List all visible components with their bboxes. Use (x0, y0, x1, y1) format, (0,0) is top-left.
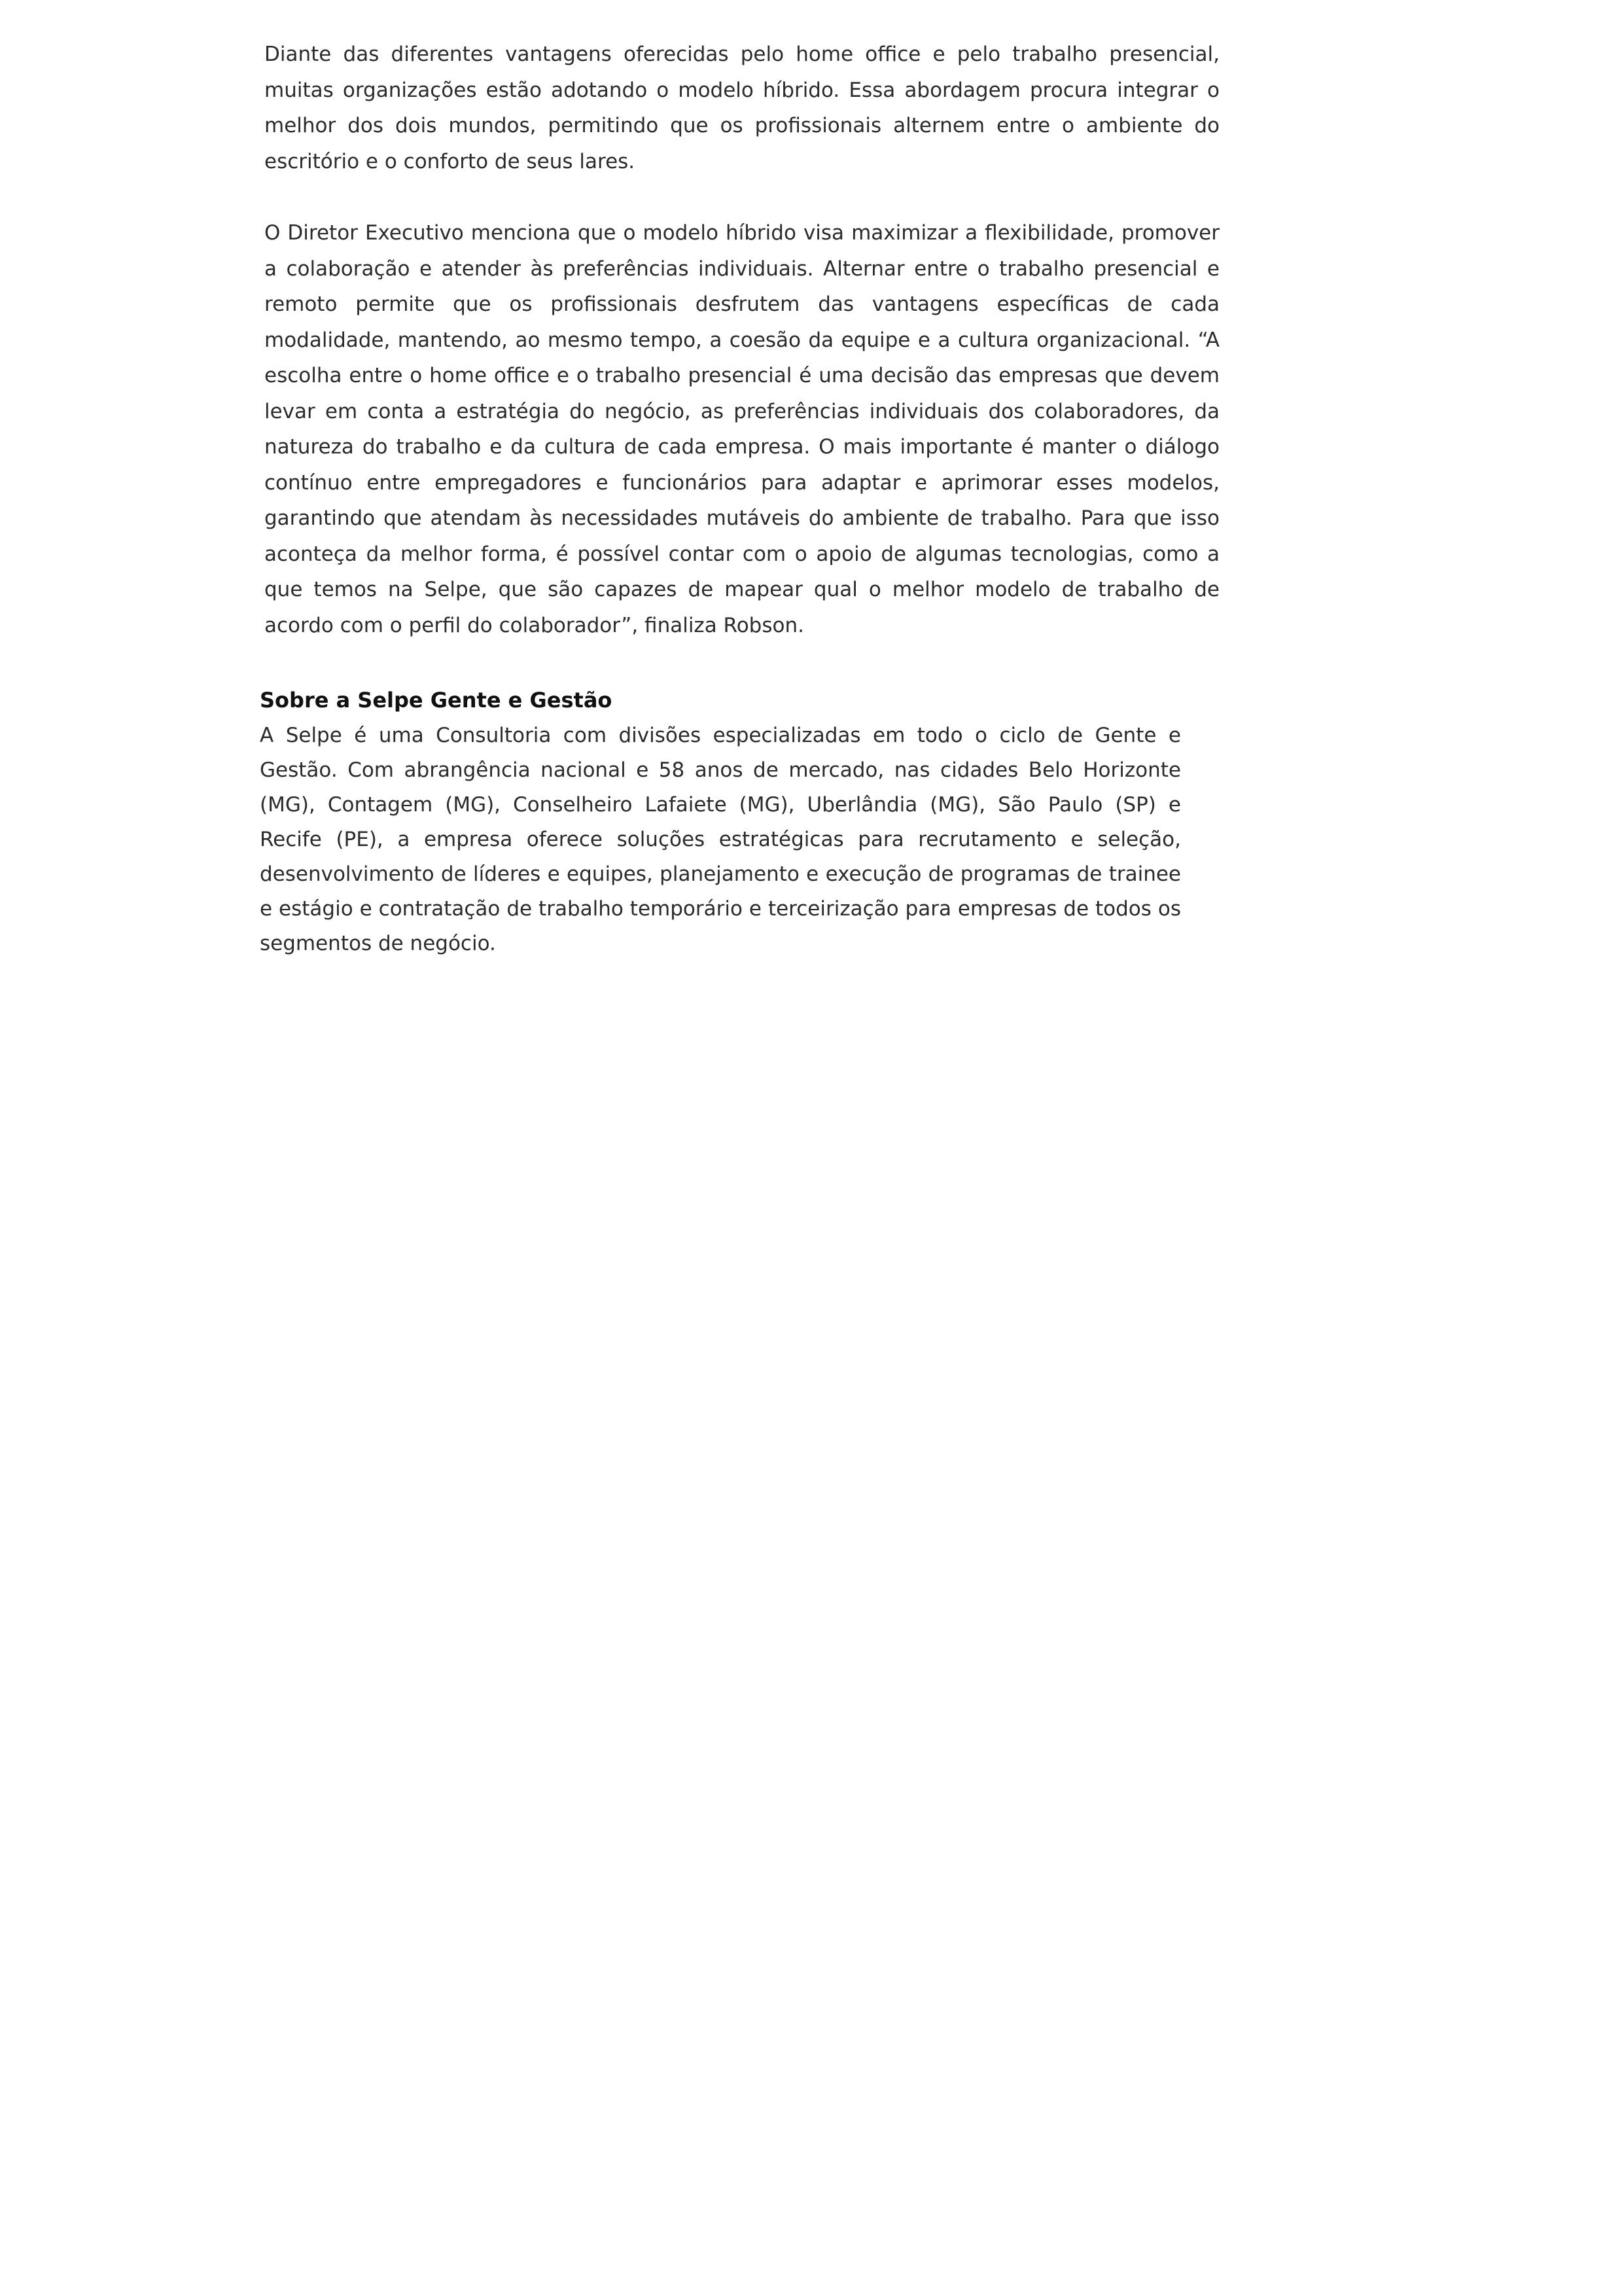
about-title: Sobre a Selpe Gente e Gestão (260, 688, 612, 713)
paragraph-hybrid-model-intro: Diante das diferentes vantagens oferecidas pelo home office e pelo trabalho presencial, muitas organizações estão adotando o modelo híbrido. Essa abordagem procura integrar o melhor dos dois mundos, permitindo que os profissionais alternem entre o ambiente do escritório e o conforto de seus lares. (264, 43, 1220, 173)
about-section (260, 682, 1181, 961)
paragraph-director-quote: O Diretor Executivo menciona que o modelo híbrido visa maximizar a flexibilidade, promover a colaboração e atender às preferências individuais. Alternar entre o trabalho presencial e remoto permite que os profissionais desfrutem das vantagens específicas de cada modalidade, mantendo, ao mesmo tempo, a coesão da equipe e a cultura organizacional. “A escolha entre o home office e o trabalho presencial é uma decisão das empresas que devem levar em conta a estratégia do negócio, as preferências individuais dos colaboradores, da natureza do trabalho e da cultura de cada empresa. O mais importante é manter o diálogo contínuo entre empregadores e funcionários para adaptar e aprimorar esses modelos, garantindo que atendam às necessidades mutáveis do ambiente de trabalho. Para que isso aconteça da melhor forma, é possível contar com o apoio de algumas tecnologias, como a que temos na Selpe, que são capazes de mapear qual o melhor modelo de trabalho de acordo com o perfil do colaborador”, finaliza Robson. (264, 221, 1220, 637)
about-body: A Selpe é uma Consultoria com divisões especializadas em todo o ciclo de Gente e Gestão. Com abrangência nacional e 58 anos de mercado, nas cidades Belo Horizonte (MG), Contagem (MG), Conselheiro Lafaiete (MG), Uberlândia (MG), São Paulo (SP) e Recife (PE), a empresa oferece soluções estratégicas para recrutamento e seleção, desenvolvimento de líderes e equipes, planejamento e execução de programas de trainee e estágio e contratação de trabalho temporário e terceirização para empresas de todos os segmentos de negócio. (260, 723, 1181, 955)
